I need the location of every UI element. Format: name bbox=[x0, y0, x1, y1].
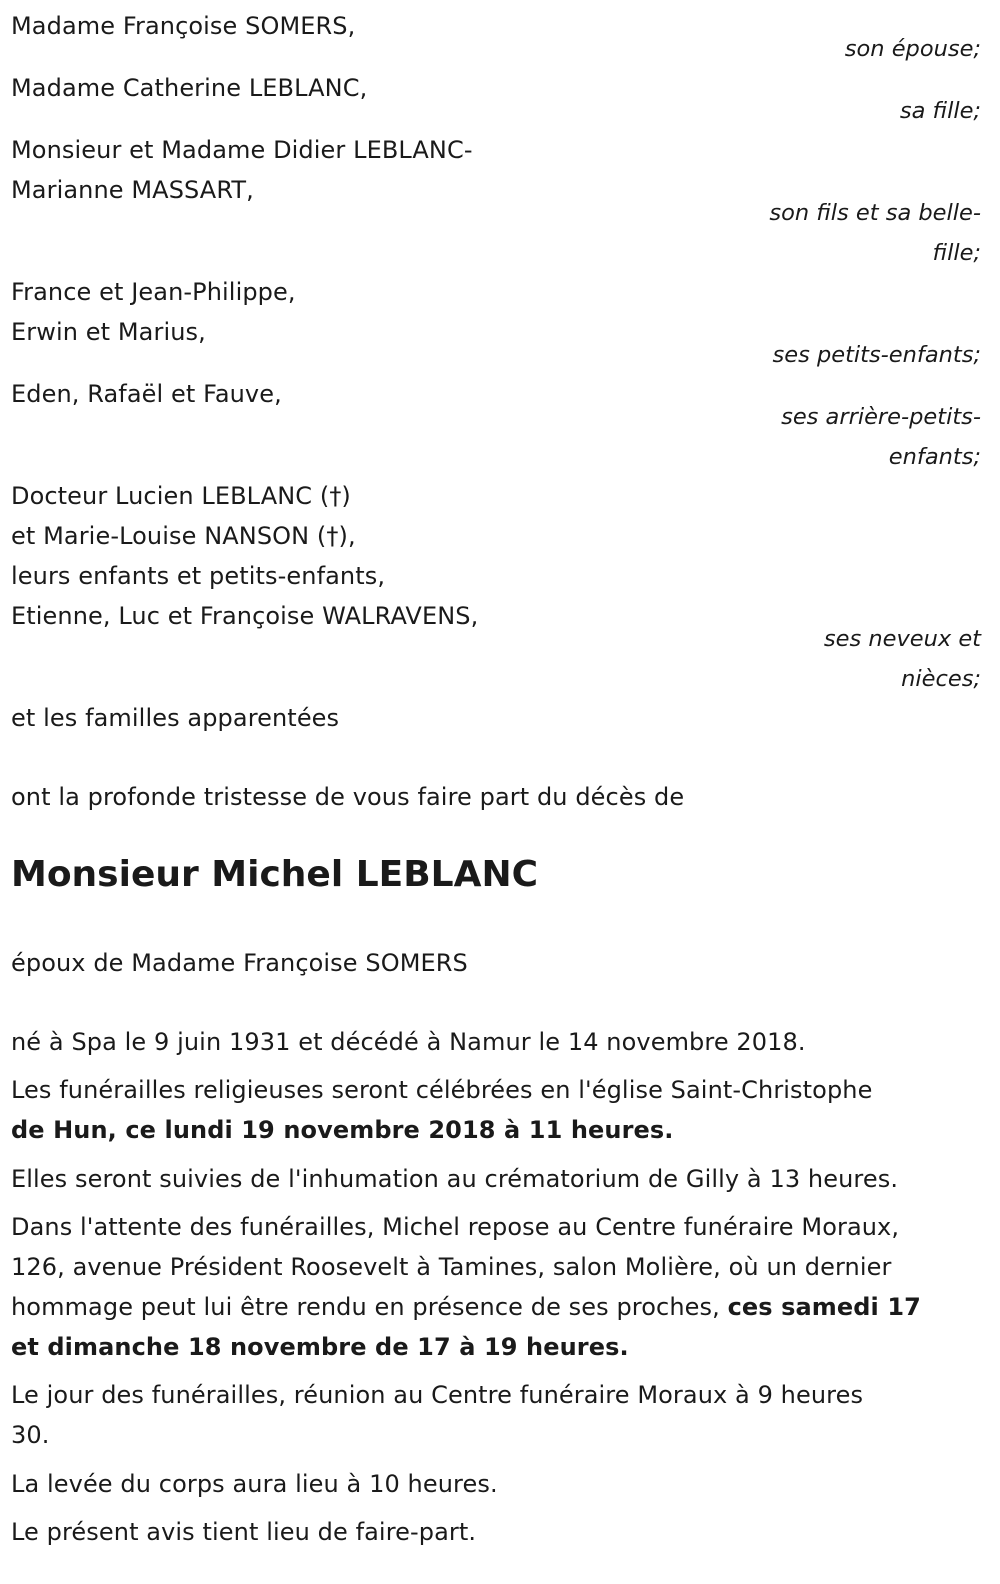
funeral-line1: Les funérailles religieuses seront célébrées en l'église Saint-Christophe bbox=[11, 1076, 873, 1104]
meeting-line2: 30. bbox=[11, 1421, 50, 1449]
notice-line: Le présent avis tient lieu de faire-part. bbox=[11, 1518, 477, 1546]
relation-nephews-line1: ses neveux et bbox=[823, 626, 981, 652]
deceased-name: Monsieur Michel LEBLANC bbox=[11, 854, 539, 895]
spouse-line: époux de Madame Françoise SOMERS bbox=[11, 949, 468, 977]
family-nephews-line1: Docteur Lucien LEBLANC (†) bbox=[11, 482, 351, 510]
rest-line4-bold: et dimanche 18 novembre de 17 à 19 heures. bbox=[11, 1333, 629, 1361]
birth-death: né à Spa le 9 juin 1931 et décédé à Namur le 14 novembre 2018. bbox=[11, 1028, 806, 1056]
rest-line3 bbox=[11, 1287, 921, 1327]
family-daughter: Madame Catherine LEBLANC, bbox=[11, 74, 368, 102]
rest-line4 bbox=[11, 1327, 629, 1367]
relation-son-line2: fille; bbox=[932, 240, 981, 266]
rest-line1: Dans l'attente des funérailles, Michel repose au Centre funéraire Moraux, bbox=[11, 1213, 900, 1241]
relation-son-line1: son fils et sa belle- bbox=[769, 200, 981, 226]
levee-line: La levée du corps aura lieu à 10 heures. bbox=[11, 1470, 498, 1498]
relation-wife: son épouse; bbox=[844, 36, 981, 62]
family-related: et les familles apparentées bbox=[11, 704, 340, 732]
funeral-date-bold: de Hun, ce lundi 19 novembre 2018 à 11 heures. bbox=[11, 1116, 674, 1144]
relation-daughter: sa fille; bbox=[899, 98, 981, 124]
relation-greatgrandchildren-line2: enfants; bbox=[888, 444, 981, 470]
family-nephews-line2: et Marie-Louise NANSON (†), bbox=[11, 522, 356, 550]
relation-greatgrandchildren-line1: ses arrière-petits- bbox=[781, 404, 981, 430]
family-nephews-line3: leurs enfants et petits-enfants, bbox=[11, 562, 386, 590]
inhumation-line: Elles seront suivies de l'inhumation au crématorium de Gilly à 13 heures. bbox=[11, 1165, 899, 1193]
family-grandchildren-line2: Erwin et Marius, bbox=[11, 318, 206, 346]
rest-line2: 126, avenue Président Roosevelt à Tamines, salon Molière, où un dernier bbox=[11, 1253, 892, 1281]
family-wife: Madame Françoise SOMERS, bbox=[11, 12, 356, 40]
rest-line3-bold: ces samedi 17 bbox=[727, 1293, 921, 1321]
family-son-line2: Marianne MASSART, bbox=[11, 176, 254, 204]
announcement-text: ont la profonde tristesse de vous faire part du décès de bbox=[11, 783, 685, 811]
family-son-line1: Monsieur et Madame Didier LEBLANC- bbox=[11, 136, 473, 164]
relation-nephews-line2: nièces; bbox=[901, 666, 981, 692]
family-nephews-line4: Etienne, Luc et Françoise WALRAVENS, bbox=[11, 602, 479, 630]
family-greatgrandchildren: Eden, Rafaël et Fauve, bbox=[11, 380, 282, 408]
funeral-line2 bbox=[11, 1110, 674, 1150]
meeting-line1: Le jour des funérailles, réunion au Centre funéraire Moraux à 9 heures bbox=[11, 1381, 864, 1409]
relation-grandchildren: ses petits-enfants; bbox=[772, 342, 981, 368]
family-grandchildren-line1: France et Jean-Philippe, bbox=[11, 278, 296, 306]
rest-line3-text: hommage peut lui être rendu en présence de ses proches, bbox=[11, 1293, 728, 1321]
